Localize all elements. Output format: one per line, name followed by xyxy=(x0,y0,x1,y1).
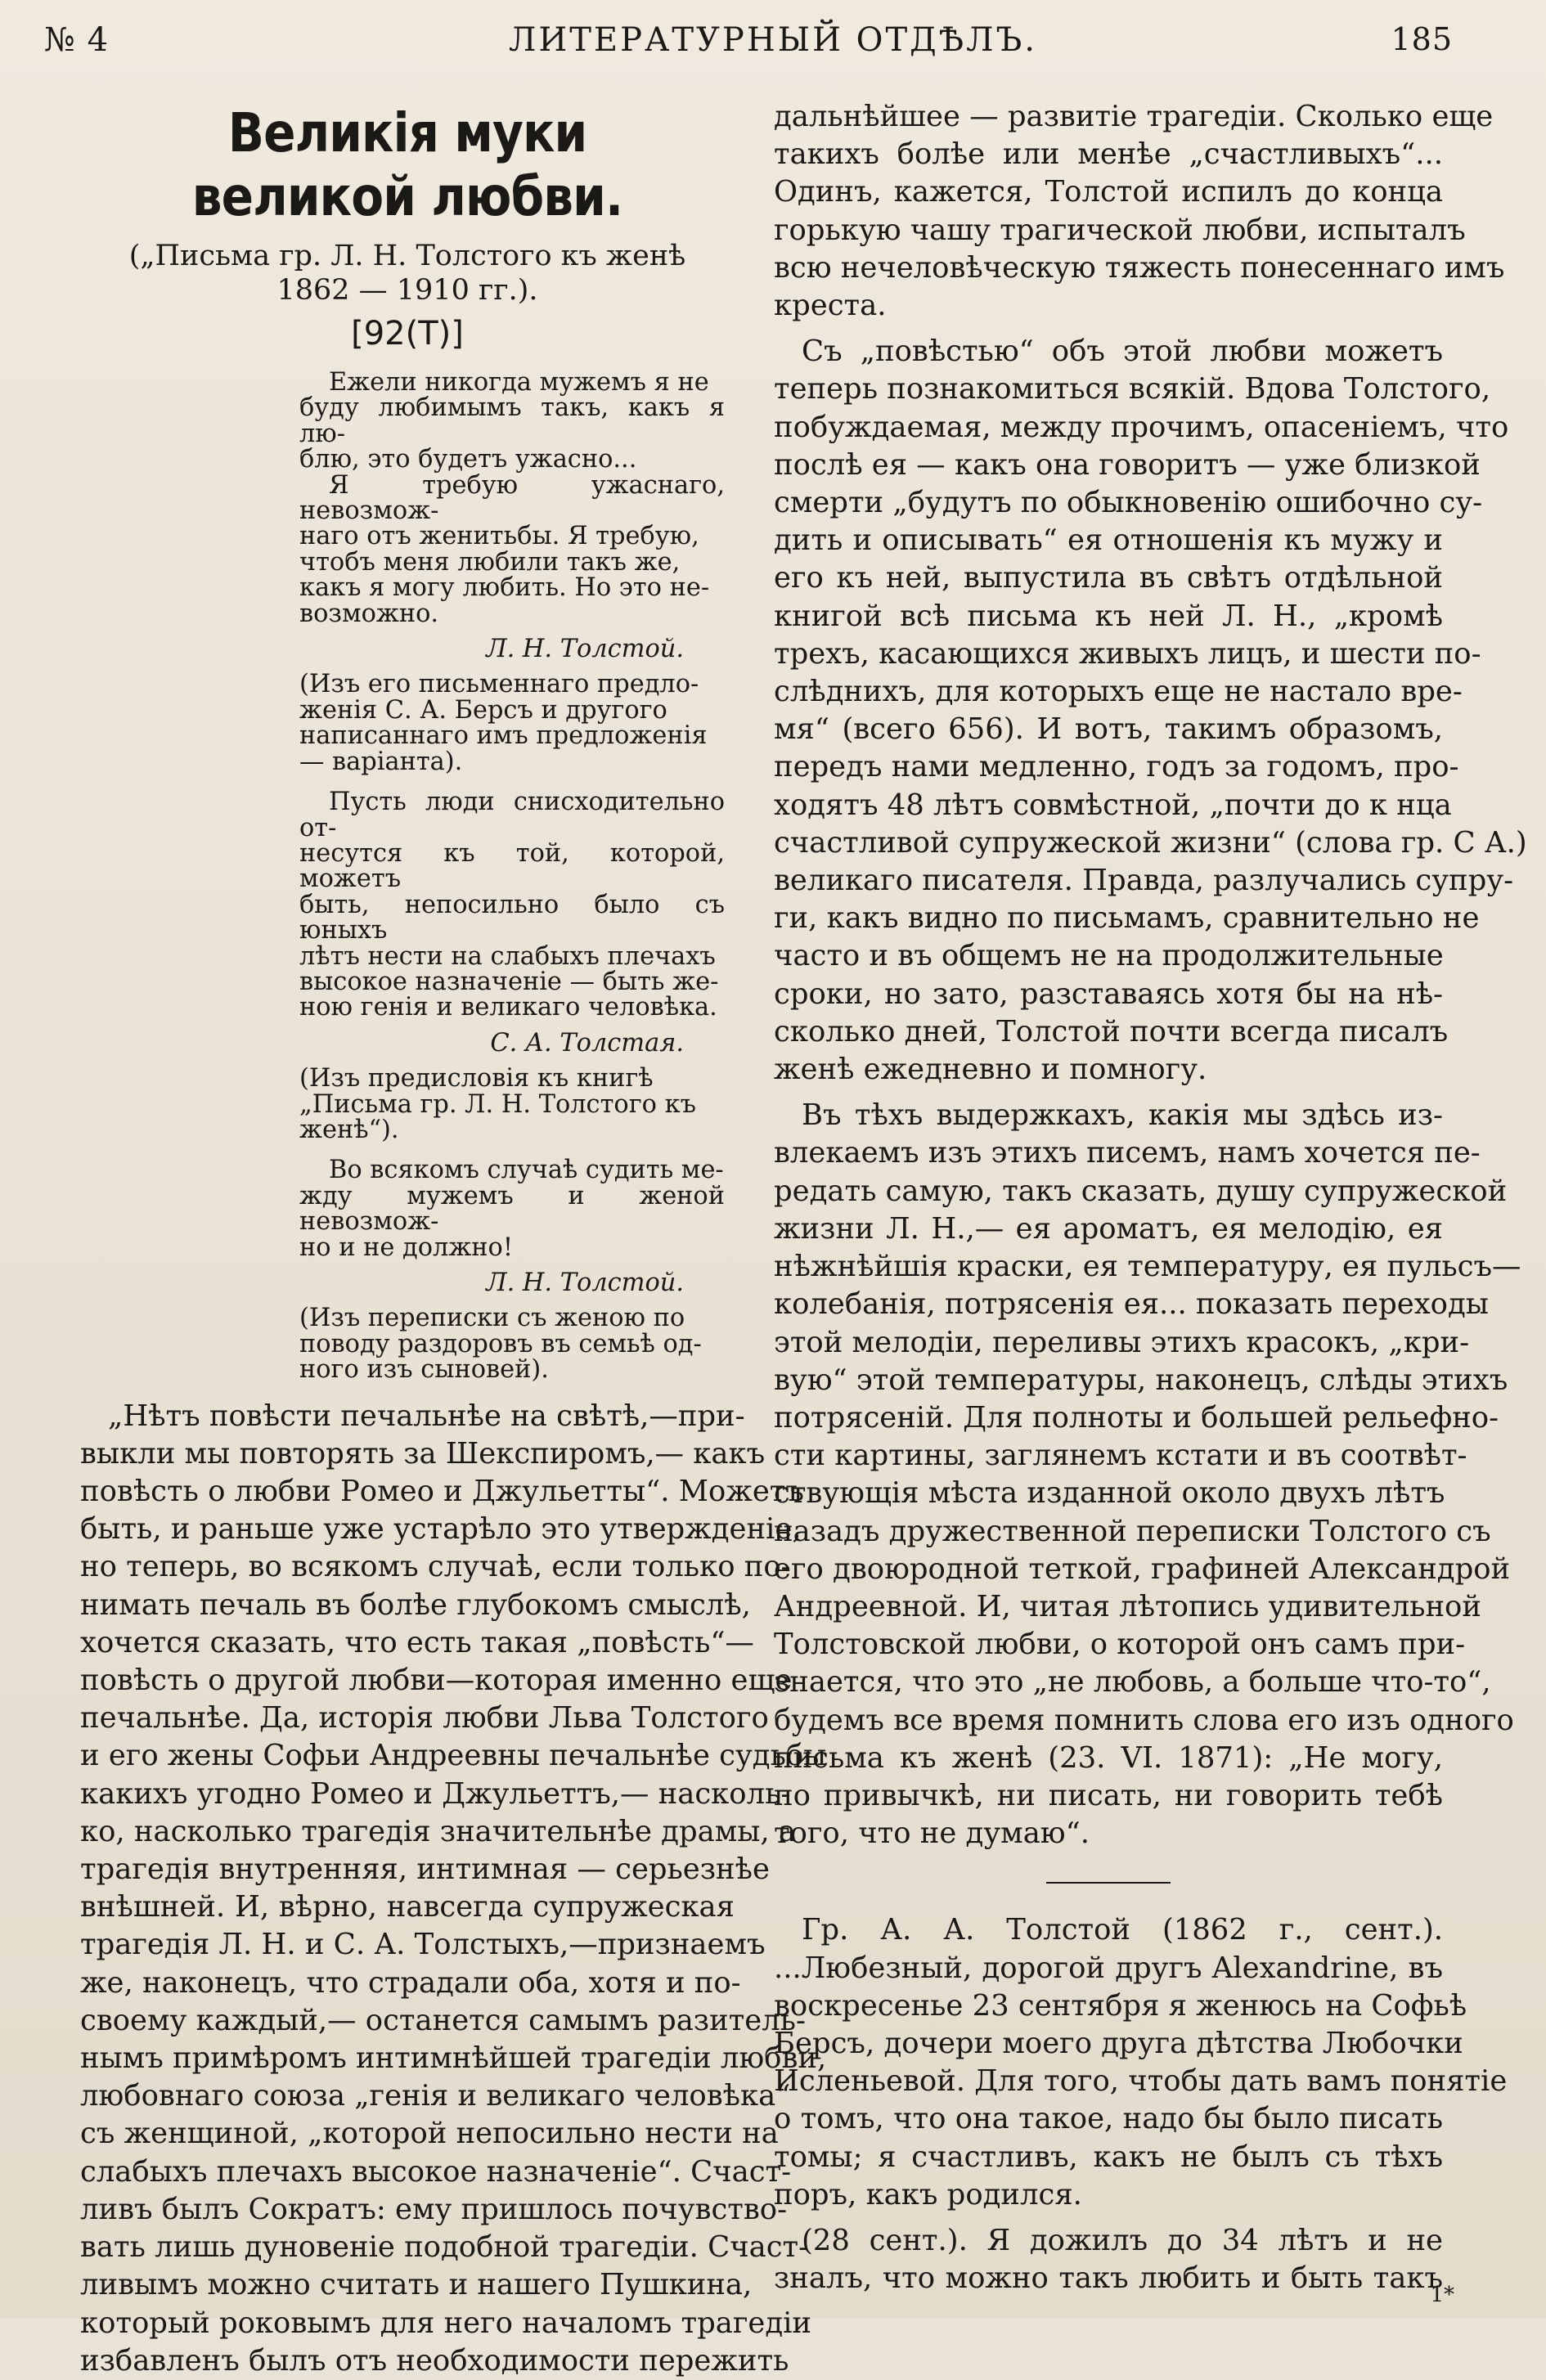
text-line: всю нечеловѣческую тяжесть понесеннаго имъ xyxy=(774,250,1505,285)
epigraph-text xyxy=(299,370,725,626)
text-line: знается, что это „не любовь, а больше что-то“, xyxy=(774,1665,1491,1700)
text-line: будемъ все время помнить слова его изъ одного xyxy=(774,1703,1514,1737)
text-line: великаго писателя. Правда, разлучались супру- xyxy=(774,864,1514,898)
text-line: редать самую, такъ сказать, душу супружеской xyxy=(774,1174,1508,1208)
text-line: передъ нами медленно, годъ за годомъ, про- xyxy=(774,750,1459,784)
text-line: воскресенье 23 сентября я женюсь на Софьѣ xyxy=(774,1988,1467,2023)
text-line: Андреевной. И, читая лѣтопись удивительной xyxy=(774,1589,1481,1623)
epigraph-line: Ежели никогда мужемъ я не xyxy=(329,368,709,397)
article-paragraph xyxy=(774,98,1505,325)
text-line: Съ „повѣстью“ объ этой любви можетъ xyxy=(802,335,1443,369)
epigraph-signature: Л. Н. Толстой. xyxy=(486,635,684,664)
text-line: (28 сент.). Я дожилъ до 34 лѣтъ и не xyxy=(802,2223,1443,2257)
text-line: зналъ, что можно такъ любить и быть такъ xyxy=(774,2261,1443,2296)
text-line: какихъ угодно Ромео и Джульеттъ,— насколь- xyxy=(80,1776,791,1811)
letter-paragraph xyxy=(774,2222,1443,2297)
text-line: любовнаго союза „генія и великаго человѣка“ xyxy=(80,2079,791,2113)
text-line: его двоюродной теткой, графиней Александрой xyxy=(774,1551,1511,1586)
issue-number: № 4 xyxy=(44,21,110,59)
text-line: послѣ ея — какъ она говоритъ — уже близкой xyxy=(774,447,1481,482)
epigraph-signature: С. А. Толстая. xyxy=(490,1028,684,1058)
text-line: письма къ женѣ (23. VI. 1871): „Не могу, xyxy=(774,1740,1443,1775)
text-line: дить и описывать“ ея отношенія къ мужу и xyxy=(774,523,1443,558)
text-line: книгой всѣ письма къ ней Л. Н., „кромѣ xyxy=(774,599,1443,633)
epigraph-line: лѣтъ нести на слабыхъ плечахъ xyxy=(299,941,716,971)
text-line: ливъ былъ Сократъ: ему пришлось почувство- xyxy=(80,2192,788,2226)
text-line: внѣшней. И, вѣрно, навсегда супружеская xyxy=(80,1890,735,1924)
text-line: ливымъ можно считать и нашего Пушкина, xyxy=(80,2268,753,2302)
epigraph-line: ною генія и великаго человѣка. xyxy=(299,993,717,1022)
text-line: выкли мы повторять за Шекспиромъ,— какъ xyxy=(80,1436,766,1471)
text-line: потрясеній. Для полноты и большей рельефно- xyxy=(774,1400,1499,1435)
text-line: избавленъ былъ отъ необходимости пережить xyxy=(80,2343,789,2378)
text-line: жизни Л. Н.,— ея ароматъ, ея мелодію, ея xyxy=(774,1211,1443,1246)
text-line: слабыхъ плечахъ высокое назначеніе“. Счаст- xyxy=(80,2154,792,2189)
text-line: о томъ, что она такое, надо бы было писать xyxy=(774,2102,1443,2136)
text-line: назадъ дружественной переписки Толстого съ xyxy=(774,1514,1491,1548)
text-line: мя“ (всего 656). И вотъ, такимъ образомъ, xyxy=(774,712,1443,747)
text-line: Въ тѣхъ выдержкахъ, какія мы здѣсь из- xyxy=(802,1098,1443,1133)
text-line: его къ ней, выпустила въ свѣтъ отдѣльной xyxy=(774,561,1443,595)
text-line: трагедія внутренняя, интимная — серьезнѣе xyxy=(80,1852,770,1887)
article-subtitle: („Письма гр. Л. Н. Толстого къ женѣ 1862 — 1910 гг.). xyxy=(128,240,686,307)
article-paragraph xyxy=(774,1097,1521,1852)
epigraph-text xyxy=(299,789,725,1021)
epigraph-block xyxy=(299,370,725,1383)
text-line: сти картины, заглянемъ кстати и въ соотвѣт- xyxy=(774,1439,1467,1473)
text-line: „Нѣтъ повѣсти печальнѣе на свѣтѣ,—при- xyxy=(108,1399,745,1433)
text-line: женѣ ежедневно и помногу. xyxy=(774,1053,1207,1087)
text-line: сроки, но зато, разставаясь хотя бы на нѣ- xyxy=(774,977,1443,1011)
text-line: повѣсть о любви Ромео и Джульетты“. Можетъ xyxy=(80,1475,804,1509)
text-line: своему каждый,— останется самымъ разитель- xyxy=(80,2003,806,2037)
epigraph-line: чтобъ меня любили такъ же, xyxy=(299,547,681,577)
epigraph-line: Я требую ужаснаго, невозмож- xyxy=(299,470,725,526)
text-line: колебанія, потрясенія ея... показать переходы xyxy=(774,1287,1489,1322)
running-header-section: ЛИТЕРАТУРНЫЙ ОТДѢЛЪ. xyxy=(508,21,1037,59)
epigraph-text xyxy=(299,1157,725,1260)
letter-heading-line: Гр. А. А. Толстой (1862 г., сент.). xyxy=(802,1913,1443,1947)
page-number: 185 xyxy=(1391,21,1453,57)
epigraph-source: (Изъ его письменнаго предло- женія С. А. Берсъ и другого написаннаго имъ предложенія— варіанта). xyxy=(299,670,708,776)
left-column xyxy=(80,98,827,2380)
text-line: трагедія Л. Н. и С. А. Толстыхъ,—признаемъ xyxy=(80,1928,766,1962)
text-line: ходятъ 48 лѣтъ совмѣстной, „почти до к нца xyxy=(774,788,1452,822)
text-line: счастливой супружеской жизни“ (слова гр. С А.) xyxy=(774,825,1527,860)
text-line: этой мелодіи, переливы этихъ красокъ, „кри- xyxy=(774,1325,1470,1359)
text-line: повѣсть о другой любви—которая именно еще xyxy=(80,1664,793,1698)
text-line: такихъ болѣе или менѣе „счастливыхъ“... xyxy=(774,137,1443,172)
text-line: томы; я счастливъ, какъ не былъ съ тѣхъ xyxy=(774,2140,1443,2174)
text-line: поръ, какъ родился. xyxy=(774,2177,1082,2212)
text-line: теперь познакомиться всякій. Вдова Толстого, xyxy=(774,372,1491,406)
text-line: хочется сказать, что есть такая „повѣсть“— xyxy=(80,1625,754,1659)
epigraph-line: но и не должно! xyxy=(299,1233,514,1262)
epigraph-line: блю, это будетъ ужасно... xyxy=(299,445,637,474)
epigraph-line: высокое назначеніе — быть же- xyxy=(299,967,719,996)
text-line: быть, и раньше уже устарѣло это утвержденіе, xyxy=(80,1512,802,1547)
text-line: по привычкѣ, ни писать, ни говорить тебѣ xyxy=(774,1778,1443,1812)
text-line: слѣднихъ, для которыхъ еще не настало вре- xyxy=(774,675,1463,709)
printer-signature-mark: 1* xyxy=(1430,2283,1454,2307)
text-line: смерти „будутъ по обыкновенію ошибочно су- xyxy=(774,486,1483,520)
text-line: съ женщиной, „которой непосильно нести на xyxy=(80,2117,779,2151)
epigraph-line: Во всякомъ случаѣ судить ме- xyxy=(329,1156,724,1185)
epigraph-line: жду мужемъ и женой невозмож- xyxy=(299,1181,725,1237)
text-line: того, что не думаю“. xyxy=(774,1816,1090,1851)
text-line: нѣжнѣйшія краски, ея температуру, ея пульсъ— xyxy=(774,1250,1521,1284)
text-line: Толстовской любви, о которой онъ самъ при- xyxy=(774,1628,1466,1662)
text-line: горькую чашу трагической любви, испыталъ xyxy=(774,213,1466,247)
text-line: Одинъ, кажется, Толстой испилъ до конца xyxy=(774,175,1443,209)
document-number: [92(Т)] xyxy=(351,315,464,353)
text-line: нимать печаль въ болѣе глубокомъ смыслѣ, xyxy=(80,1587,751,1622)
epigraph-line: Пусть люди снисходительно от- xyxy=(299,788,725,842)
text-line: и его жены Софьи Андреевны печальнѣе судьбы xyxy=(80,1739,827,1773)
text-line: креста. xyxy=(774,289,887,323)
right-column xyxy=(774,98,1527,2297)
epigraph-line: несутся къ той, которой, можетъ xyxy=(299,838,725,894)
epigraph-line: наго отъ женитьбы. Я требую, xyxy=(299,522,699,551)
text-line: вую“ этой температуры, наконецъ, слѣды этихъ xyxy=(774,1363,1508,1397)
text-line: ствующія мѣста изданной около двухъ лѣтъ xyxy=(774,1476,1445,1511)
text-line: печальнѣе. Да, исторія любви Льва Толстого xyxy=(80,1701,769,1736)
text-line: часто и въ общемъ не на продолжительные xyxy=(774,939,1444,973)
text-line: побуждаемая, между прочимъ, опасеніемъ, что xyxy=(774,410,1509,444)
text-line: ...Любезный, дорогой другъ Alexandrine, въ xyxy=(774,1951,1443,1985)
section-divider xyxy=(1046,1882,1171,1884)
text-line: нымъ примѣромъ интимнѣйшей трагедіи любви, xyxy=(80,2041,827,2076)
article-title: Великія муки великой любви. xyxy=(191,101,623,228)
article-paragraph xyxy=(80,1398,827,2380)
article-paragraph xyxy=(774,333,1527,1089)
text-line: трехъ, касающихся живыхъ лицъ, и шести по- xyxy=(774,636,1481,671)
text-line: сколько дней, Толстой почти всегда писалъ xyxy=(774,1014,1449,1049)
epigraph-source: (Изъ предисловія къ книгѣ „Письма гр. Л. Н. Толстого къ женѣ“). xyxy=(299,1064,696,1144)
epigraph-line: возможно. xyxy=(299,599,439,628)
epigraph-line: какъ я могу любить. Но это не- xyxy=(299,573,710,603)
text-line: но теперь, во всякомъ случаѣ, если только по- xyxy=(80,1550,791,1584)
epigraph-signature: Л. Н. Толстой. xyxy=(486,1269,684,1297)
epigraph-line: буду любимымъ такъ, какъ я лю- xyxy=(299,393,725,448)
text-line: вать лишь дуновеніе подобной трагедіи. Счаст- xyxy=(80,2230,809,2265)
text-line: влекаемъ изъ этихъ писемъ, намъ хочется пе- xyxy=(774,1136,1481,1170)
epigraph-line: быть, непосильно было съ юныхъ xyxy=(299,890,725,945)
text-line: дальнѣйшее — развитіе трагедіи. Сколько еще xyxy=(774,100,1494,133)
text-line: Исленьевой. Для того, чтобы дать вамъ понятіе xyxy=(774,2064,1508,2099)
text-line: же, наконецъ, что страдали оба, хотя и по- xyxy=(80,1965,741,2000)
text-line: ги, какъ видно по письмамъ, сравнительно не xyxy=(774,901,1480,936)
text-line: который роковымъ для него началомъ трагедіи xyxy=(80,2306,812,2340)
epigraph-source: (Изъ переписки съ женою по поводу раздоровъ въ семьѣ од- ного изъ сыновей). xyxy=(299,1304,702,1385)
text-line: Берсъ, дочери моего друга дѣтства Любочки xyxy=(774,2026,1463,2060)
letter-paragraph xyxy=(774,1911,1508,2214)
text-line: ко, насколько трагедія значительнѣе драмы, а xyxy=(80,1814,797,1848)
